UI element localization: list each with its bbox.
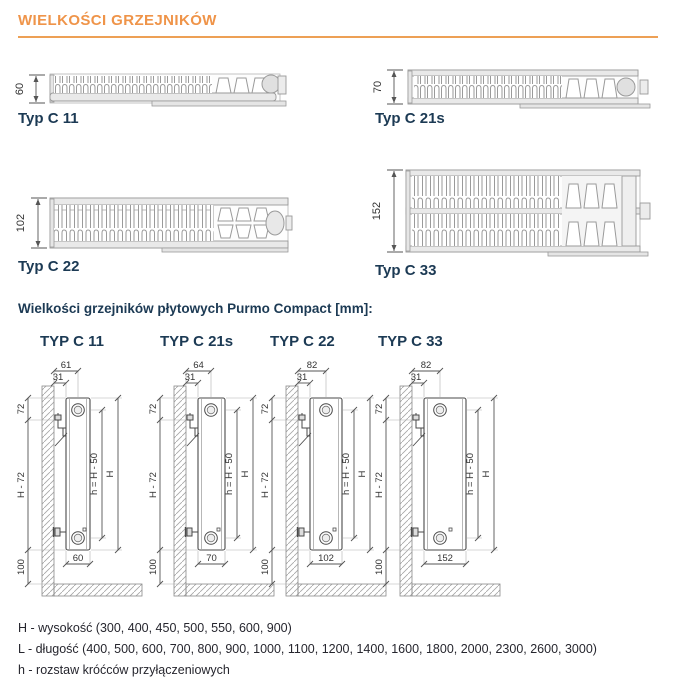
dim-label-depth-c21s: 70 bbox=[372, 80, 384, 94]
header-underline bbox=[18, 36, 658, 38]
dim-depth-c11 bbox=[29, 75, 45, 103]
dim-label-top-offset: 72 bbox=[260, 403, 271, 415]
dim-label-top-offset: 72 bbox=[148, 403, 159, 415]
dim-label-height: H bbox=[105, 470, 116, 478]
dim-label-height: H bbox=[481, 470, 492, 478]
mounting-bracket bbox=[55, 413, 67, 446]
side-view-c11 bbox=[14, 358, 146, 610]
dim-label-mid-span: H - 72 bbox=[260, 472, 271, 498]
dim-label-depth-c33: 152 bbox=[371, 201, 383, 221]
dim-label-height: H bbox=[240, 470, 251, 478]
column-header-c33: TYP C 33 bbox=[378, 333, 443, 350]
legend-length: L - długość (400, 500, 600, 700, 800, 900, 1000, 1100, 1200, 1400, 1600, 1800, 2000, 2300, 2600, 3000) bbox=[18, 642, 597, 656]
column-header-c21s: TYP C 21s bbox=[160, 333, 234, 350]
column-header-c22: TYP C 22 bbox=[270, 333, 335, 350]
dim-label-port-span: h = H - 50 bbox=[89, 453, 100, 495]
dim-label-wall-gap: 31 bbox=[52, 372, 64, 383]
dim-label-port-span: h = H - 50 bbox=[224, 453, 235, 495]
dim-label-top-offset: 72 bbox=[16, 403, 27, 415]
dim-label-port-span: h = H - 50 bbox=[341, 453, 352, 495]
dim-label-floor-offset: 100 bbox=[260, 559, 271, 575]
dim-depth-c21s bbox=[387, 70, 403, 104]
radiator-body-c21s bbox=[408, 70, 650, 108]
dim-label-height: H bbox=[357, 470, 368, 478]
side-view-c33 bbox=[372, 358, 504, 610]
radiator-body bbox=[424, 398, 466, 550]
radiator-body bbox=[66, 398, 90, 550]
dim-label-mid-span: H - 72 bbox=[148, 472, 159, 498]
dim-label-depth-c11: 60 bbox=[14, 82, 26, 96]
type-label-c21s: Typ C 21s bbox=[375, 110, 445, 127]
valve bbox=[54, 527, 67, 537]
valve bbox=[186, 527, 199, 537]
cross-section-c33 bbox=[368, 164, 664, 258]
radiator-body bbox=[198, 398, 225, 550]
dim-label-mid-span: H - 72 bbox=[16, 472, 27, 498]
legend-port-spacing: h - rozstaw króćców przyłączeniowych bbox=[18, 663, 230, 677]
dim-label-wall-gap: 31 bbox=[296, 372, 308, 383]
dim-label-floor-offset: 100 bbox=[16, 559, 27, 575]
dim-label-depth: 152 bbox=[437, 553, 453, 564]
dimensions-section-title: Wielkości grzejników płytowych Purmo Compact [mm]: bbox=[18, 301, 373, 316]
dim-label-axis-depth: 82 bbox=[306, 360, 318, 371]
type-label-c33: Typ C 33 bbox=[375, 262, 437, 279]
radiator-body-c33 bbox=[406, 170, 650, 256]
radiator-body-c22 bbox=[50, 198, 292, 252]
dim-label-axis-depth: 64 bbox=[193, 360, 204, 371]
dim-label-depth-c22: 102 bbox=[15, 213, 27, 233]
type-label-c11: Typ C 11 bbox=[18, 110, 79, 127]
dim-label-floor-offset: 100 bbox=[374, 559, 385, 575]
valve bbox=[412, 527, 425, 537]
cross-section-c21s bbox=[370, 62, 662, 112]
radiator-body-c11 bbox=[50, 74, 286, 106]
dim-label-floor-offset: 100 bbox=[148, 559, 159, 575]
mounting-bracket bbox=[299, 413, 311, 446]
dim-label-wall-gap: 31 bbox=[184, 372, 196, 383]
cross-section-c22 bbox=[12, 192, 294, 254]
type-label-c22: Typ C 22 bbox=[18, 258, 80, 275]
dim-depth-c33 bbox=[387, 170, 403, 252]
dim-label-depth: 102 bbox=[318, 553, 334, 564]
dim-label-depth: 70 bbox=[206, 553, 217, 564]
dim-label-mid-span: H - 72 bbox=[374, 472, 385, 498]
dim-label-wall-gap: 31 bbox=[410, 372, 422, 383]
legend-height: H - wysokość (300, 400, 450, 500, 550, 600, 900) bbox=[18, 621, 292, 635]
dim-label-axis-depth: 61 bbox=[60, 360, 72, 371]
page-title: WIELKOŚCI GRZEJNIKÓW bbox=[18, 12, 217, 29]
dim-label-depth: 60 bbox=[72, 553, 84, 564]
mounting-bracket bbox=[187, 413, 199, 446]
side-view-c22 bbox=[258, 358, 390, 610]
dim-label-axis-depth: 82 bbox=[420, 360, 432, 371]
dim-label-top-offset: 72 bbox=[374, 403, 385, 415]
valve bbox=[298, 527, 311, 537]
cross-section-c11 bbox=[12, 66, 294, 114]
radiator-body bbox=[310, 398, 342, 550]
mounting-bracket bbox=[413, 413, 425, 446]
dim-label-port-span: h = H - 50 bbox=[465, 453, 476, 495]
dim-depth-c22 bbox=[31, 198, 47, 248]
column-header-c11: TYP C 11 bbox=[40, 333, 104, 350]
